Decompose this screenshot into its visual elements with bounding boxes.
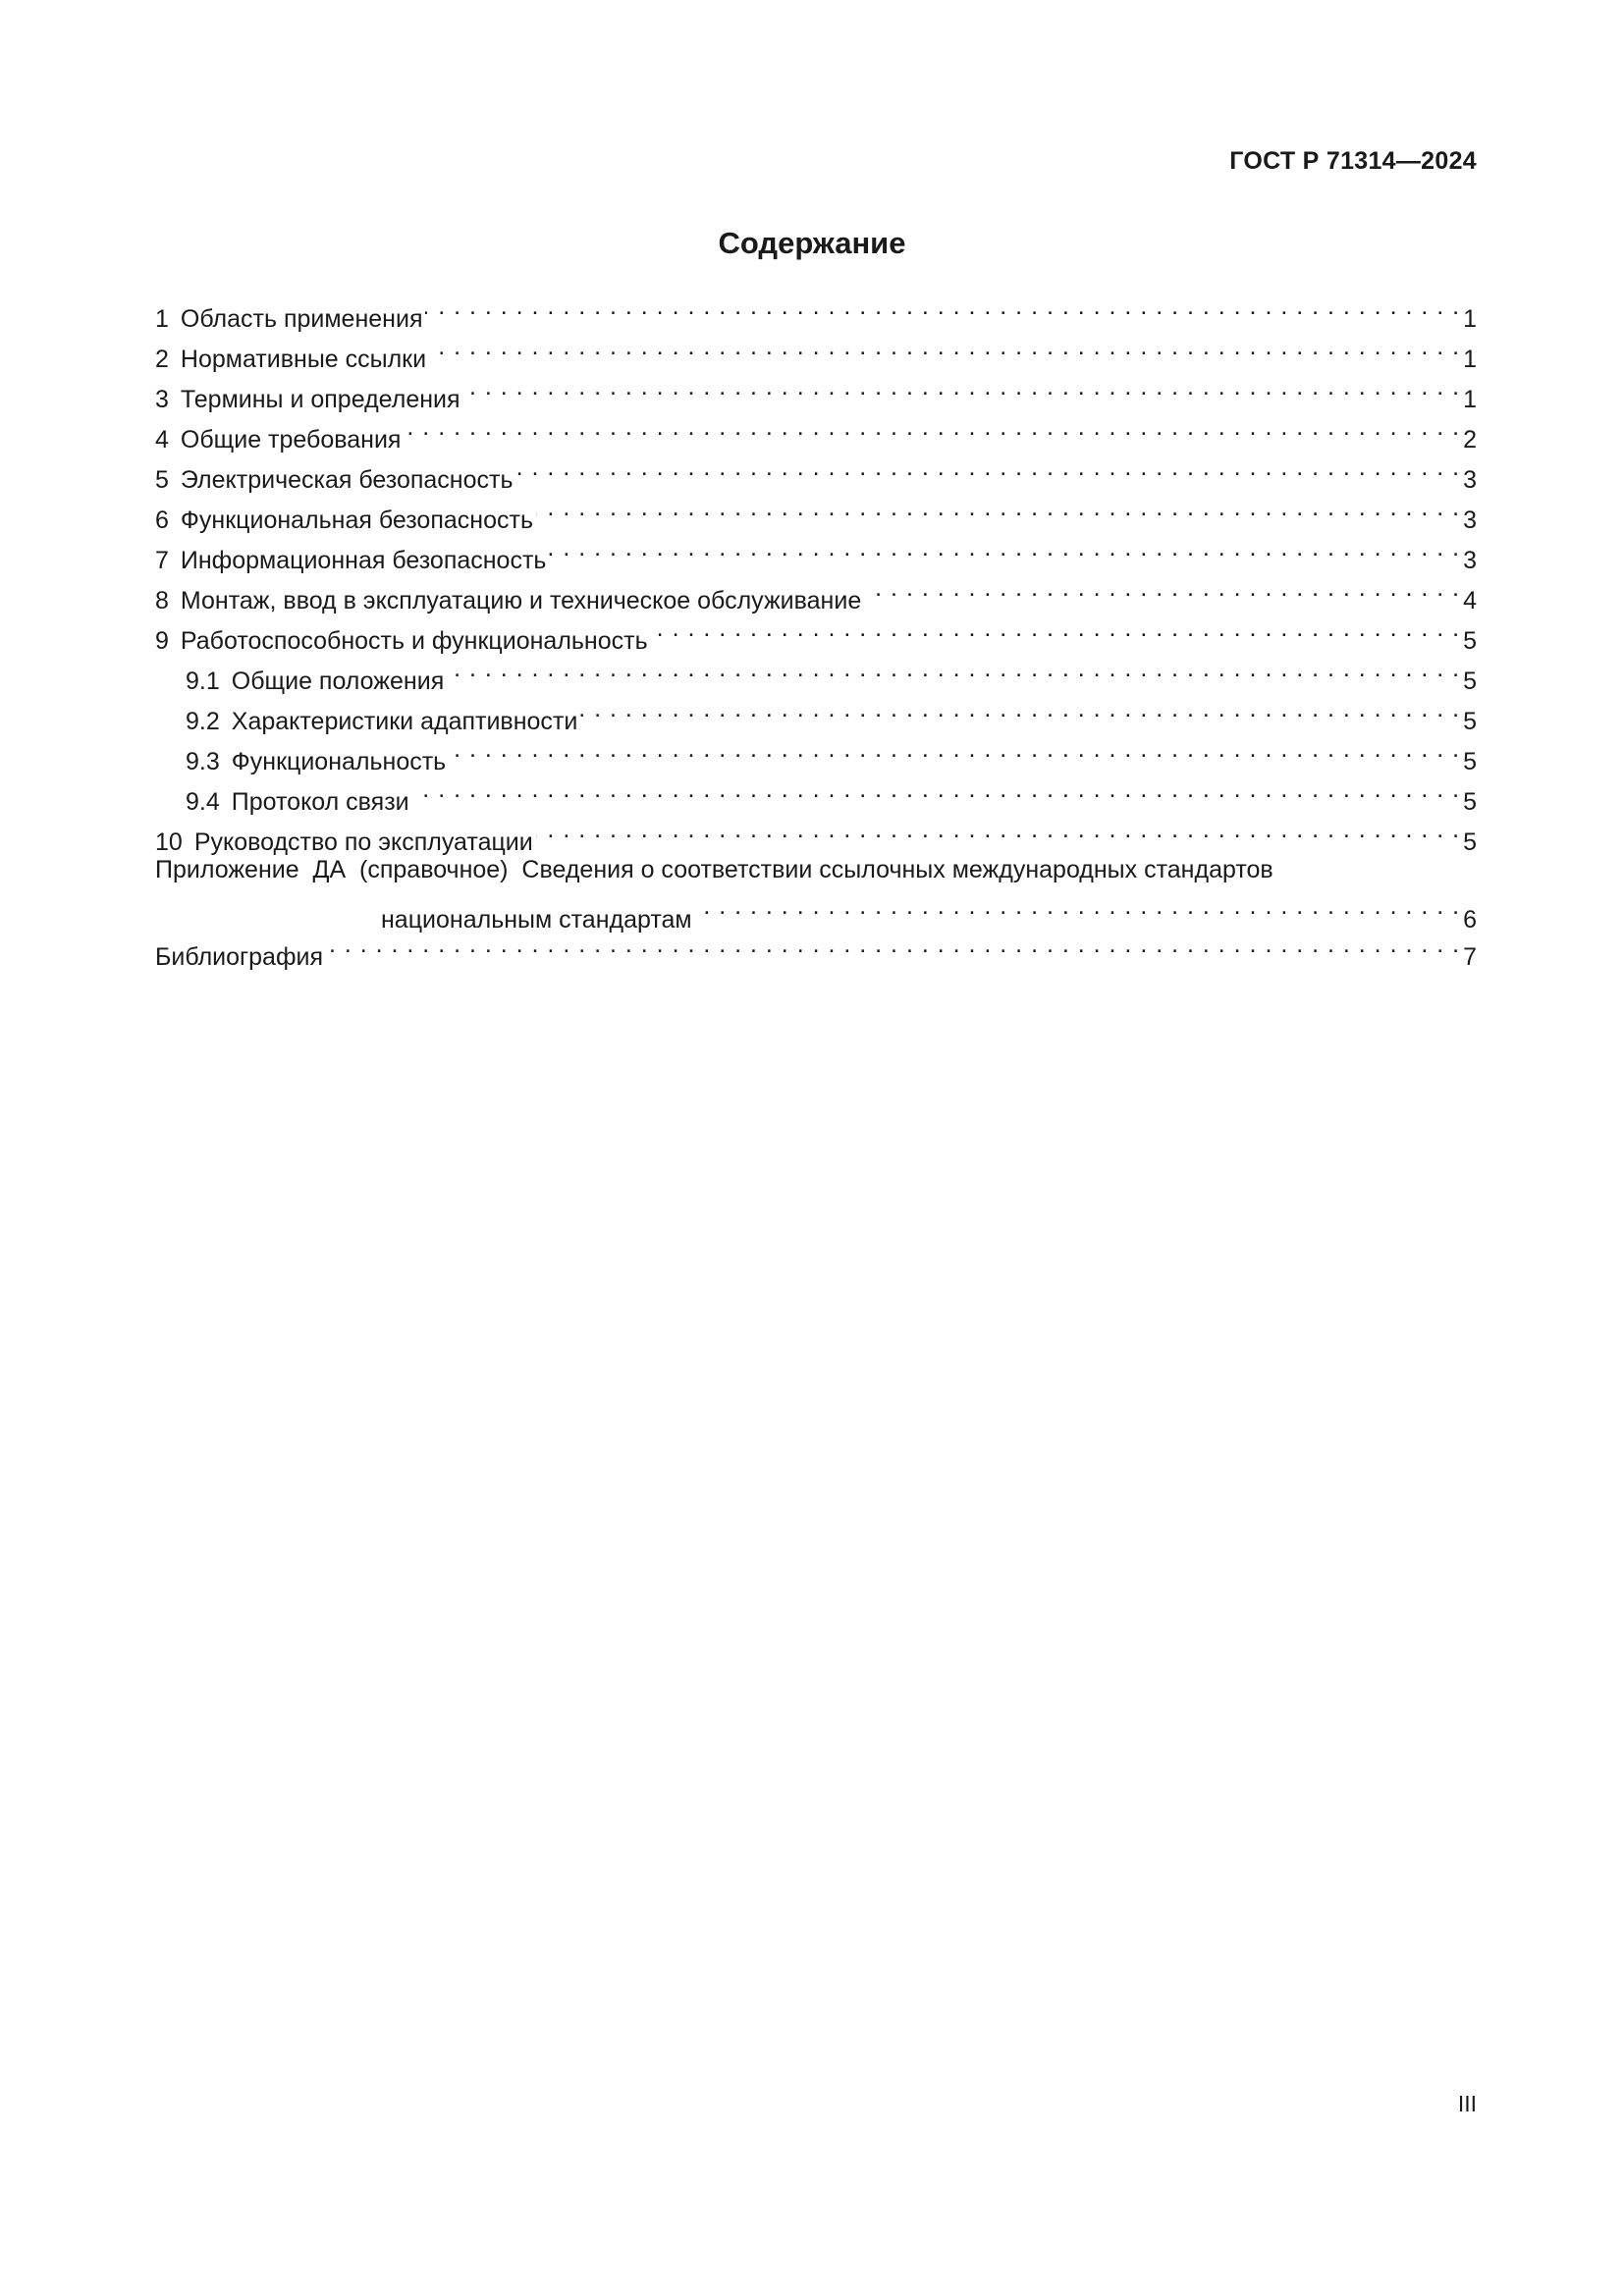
toc-entry-label: Общие требования (180, 426, 402, 454)
toc-entry-number: 6 (155, 507, 169, 534)
annex-title-line2: национальным стандартам (381, 906, 692, 934)
toc-entry-label: Термины и определения (180, 386, 460, 413)
toc-entry-page: 3 (1463, 466, 1477, 494)
toc-entry-label: Нормативные ссылки (180, 346, 427, 373)
toc-entry-number: 1 (155, 305, 169, 333)
toc-entry-page: 1 (1463, 386, 1477, 413)
toc-entry-page: 3 (1463, 507, 1477, 534)
toc-entry-number: 7 (155, 547, 169, 574)
annex-first-line (155, 852, 1477, 887)
dot-leader (463, 367, 1461, 407)
toc-entry-page: 1 (1463, 346, 1477, 373)
dot-leader (429, 327, 1460, 367)
dot-leader (536, 488, 1460, 528)
toc-entry-number: 9.1 (186, 667, 220, 695)
toc-entry-label: Информационная безопасность (180, 547, 547, 574)
toc-entry-label: Электрическая безопасность (180, 466, 514, 494)
annex-second-line (155, 887, 1477, 934)
toc-entry-page: 7 (1463, 943, 1477, 971)
dot-leader (447, 649, 1460, 689)
toc-bibliography-entry[interactable] (155, 925, 1477, 971)
toc-annex-entry[interactable] (155, 850, 1477, 934)
toc-entry-number: 10 (155, 828, 183, 856)
toc-entry-page: 4 (1463, 587, 1477, 614)
toc-entry-number: 9.2 (186, 708, 220, 735)
annex-title-line1: Сведения о соответствии ссылочных международных стандартов (521, 856, 1273, 883)
dot-leader (536, 810, 1460, 850)
dot-leader (864, 568, 1460, 609)
toc-entry-label: Библиография (155, 943, 324, 971)
toc-entry-page: 1 (1463, 305, 1477, 333)
toc-entry-label: Функциональность (231, 748, 447, 775)
toc-entry-page: 5 (1463, 748, 1477, 775)
document-code: ГОСТ Р 71314—2024 (1229, 147, 1477, 175)
toc-entry-number: 9.4 (186, 788, 220, 816)
toc-entry[interactable] (155, 287, 1477, 333)
toc-entry-label: Протокол связи (231, 788, 409, 816)
toc-entry-number: 8 (155, 587, 169, 614)
toc-entry-number: 5 (155, 466, 169, 494)
dot-leader (515, 448, 1460, 488)
toc-entry-page: 3 (1463, 547, 1477, 574)
toc-entry-page: 5 (1463, 788, 1477, 816)
dot-leader (412, 770, 1460, 810)
toc-entry-number: 2 (155, 346, 169, 373)
dot-leader (425, 287, 1460, 327)
toc-entry-page: 5 (1463, 667, 1477, 695)
toc-entry-page: 5 (1463, 627, 1477, 655)
dot-leader (651, 609, 1460, 649)
toc-entry-label: Характеристики адаптивности (231, 708, 578, 735)
dot-leader (449, 729, 1460, 770)
toc-entry-label: Монтаж, ввод в эксплуатацию и техническое обслуживание (180, 587, 862, 614)
toc-entry-number: 9 (155, 627, 169, 655)
dot-leader (580, 689, 1460, 729)
toc-entry-label: Общие положения (231, 667, 445, 695)
toc-entry-page: 5 (1463, 708, 1477, 735)
dot-leader (404, 407, 1460, 448)
dot-leader (695, 887, 1460, 928)
toc-entry-number: 3 (155, 386, 169, 413)
toc-entry-label: Область применения (180, 305, 423, 333)
toc-entry-number: 4 (155, 426, 169, 454)
toc-entry-label: Функциональная безопасность (180, 507, 533, 534)
dot-leader (549, 528, 1460, 568)
annex-prefix: Приложение ДА (справочное) (155, 856, 509, 883)
table-of-contents (155, 287, 1477, 971)
dot-leader (326, 925, 1460, 965)
page-number: III (1457, 2091, 1477, 2116)
toc-entry-page: 5 (1463, 828, 1477, 856)
toc-entry-label: Руководство по эксплуатации (193, 828, 533, 856)
toc-entry-page: 2 (1463, 426, 1477, 454)
toc-entry-label: Работоспособность и функциональность (180, 627, 648, 655)
toc-entry-number: 9.3 (186, 748, 220, 775)
toc-title: Содержание (718, 226, 906, 260)
toc-entry-page: 6 (1463, 906, 1477, 934)
